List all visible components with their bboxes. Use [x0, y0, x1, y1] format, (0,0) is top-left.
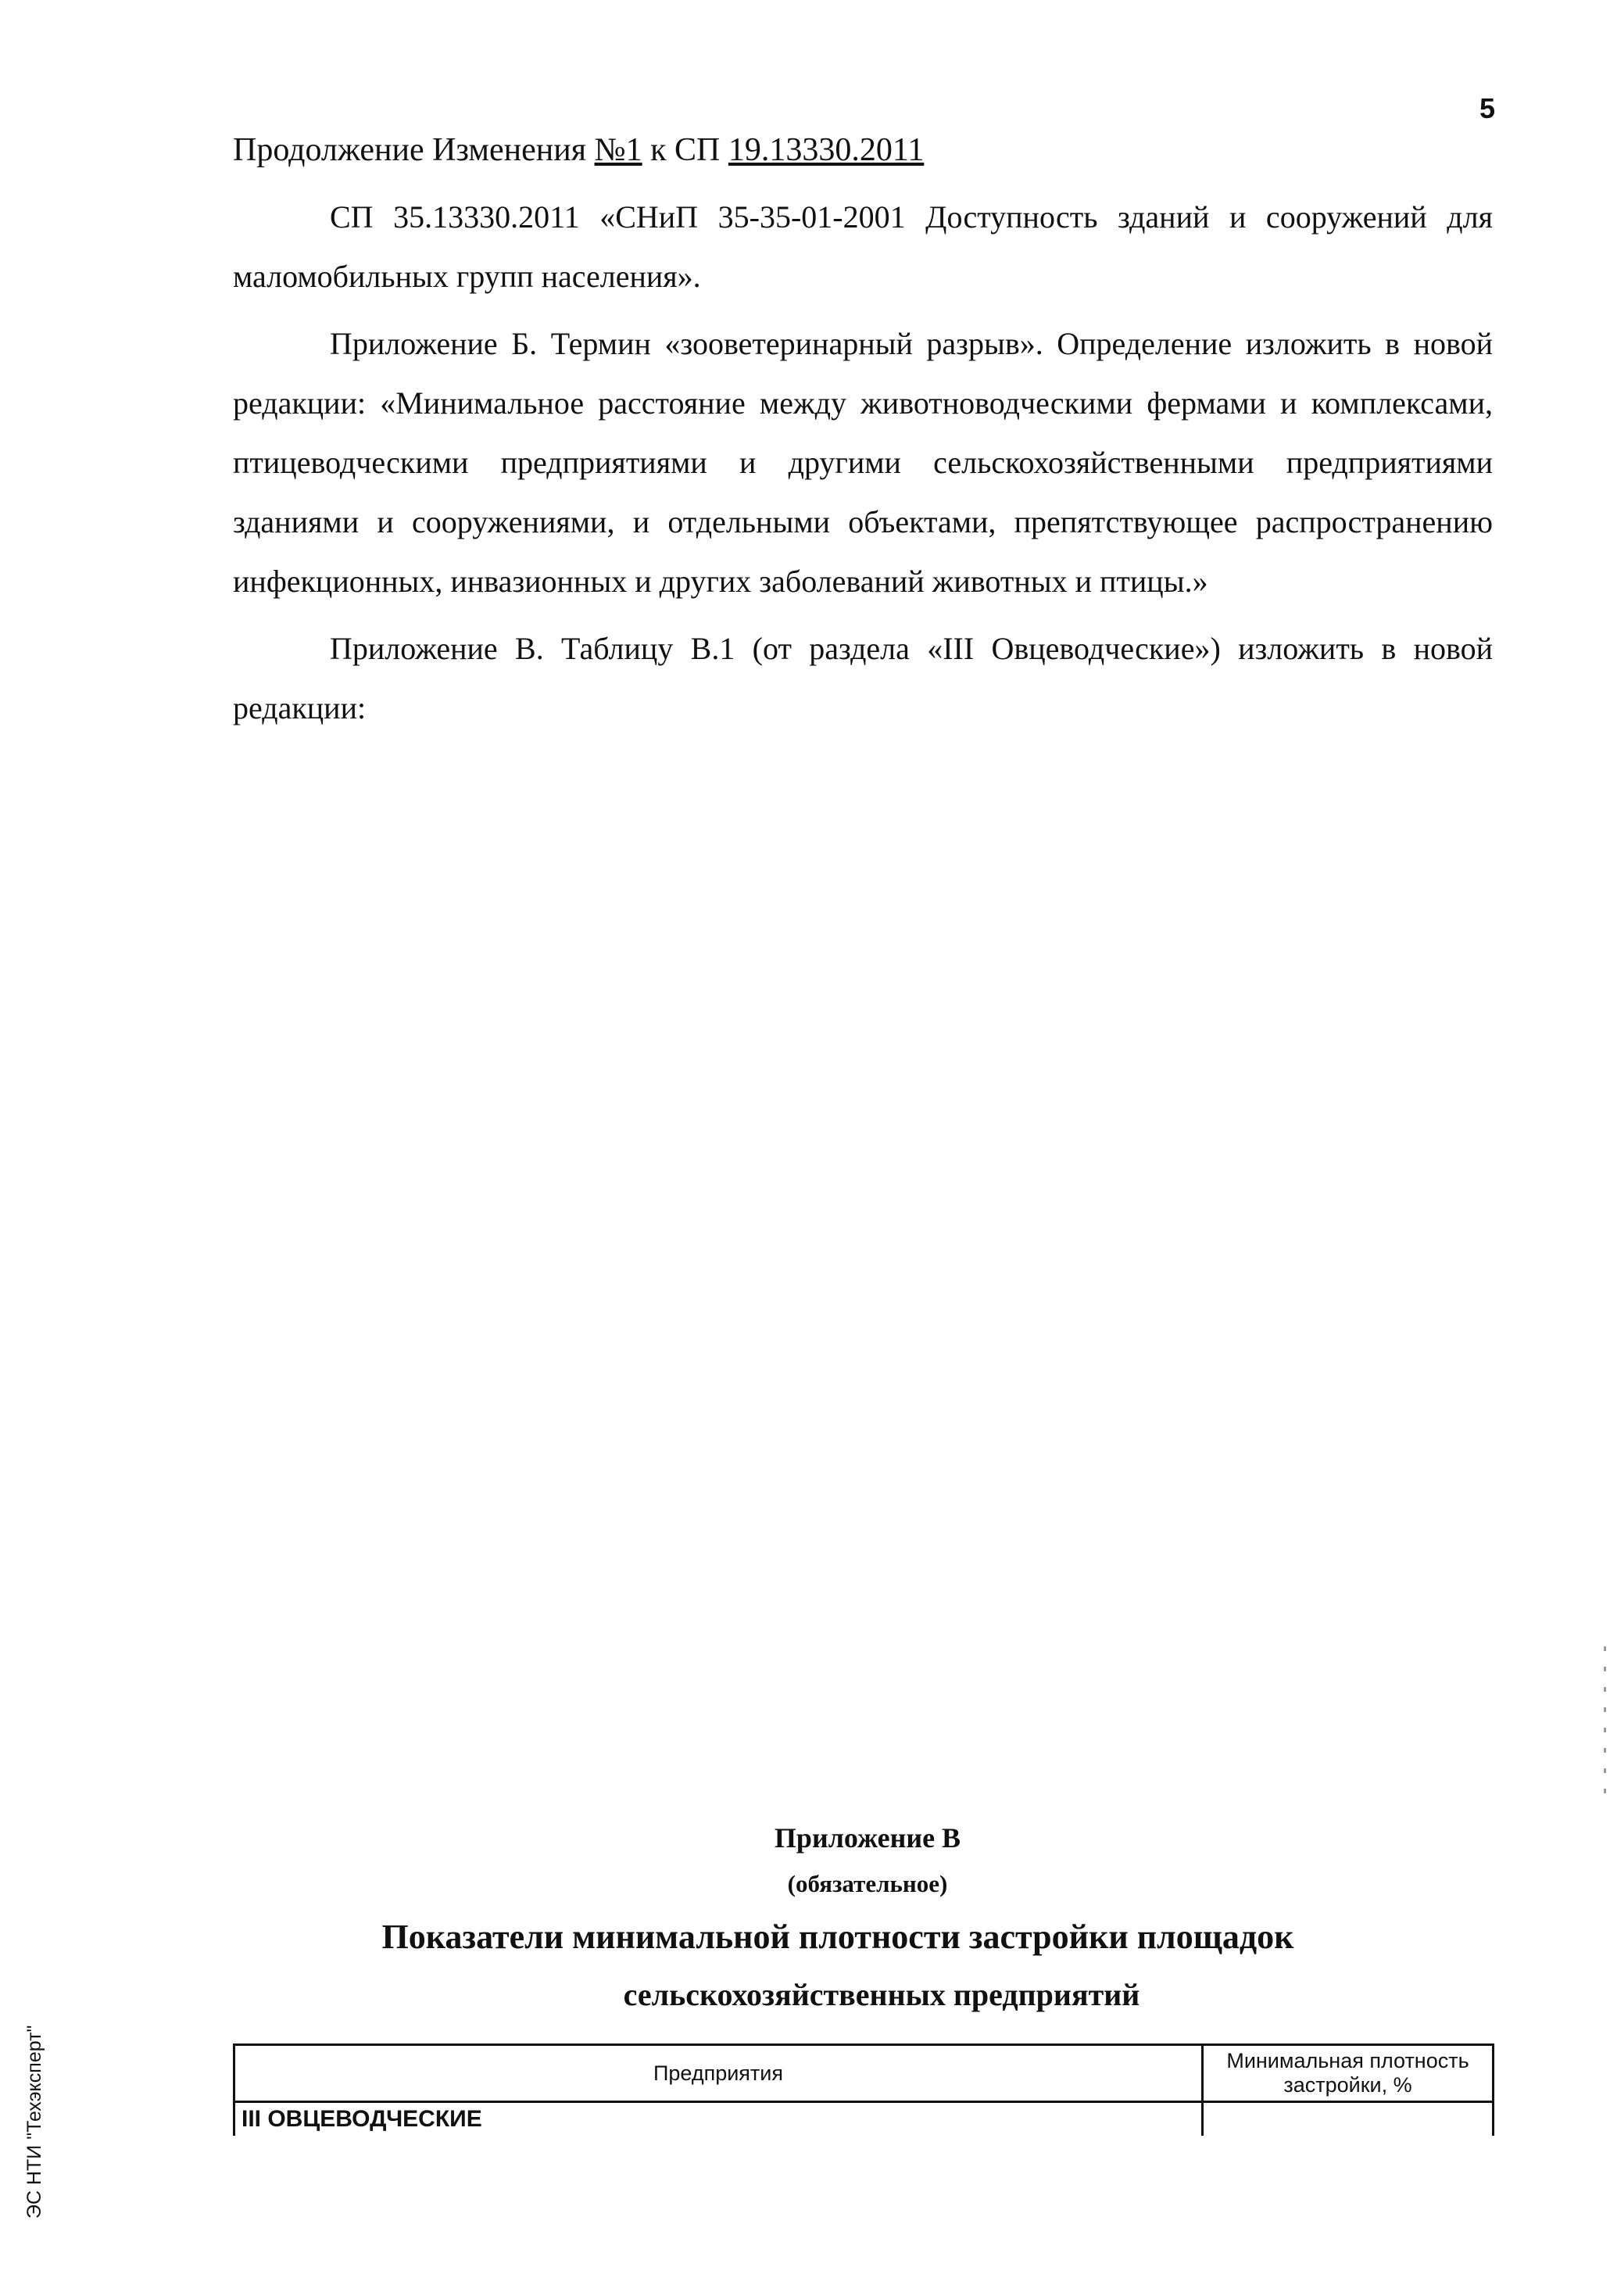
appendix-caption-line1: Показатели минимальной плотности застройки площадок: [381, 1918, 1294, 1956]
appendix-caption-line2: сельскохозяйственных предприятий: [623, 1977, 1140, 2012]
side-stamp: ЭС НТИ "Техэксперт": [23, 2025, 45, 2219]
table-row: [234, 2102, 1494, 2137]
page-number: 5: [1479, 92, 1496, 124]
paragraph-appendix-v: Приложение В. Таблицу В.1 (от раздела «III Овцеводческие») изложить в новой редакции:: [233, 631, 1493, 725]
paragraph-sp35: СП 35.13330.2011 «СНиП 35-35-01-2001 Доступность зданий и сооружений для маломобильных групп населения».: [233, 199, 1493, 294]
header-change-number: №1: [594, 132, 642, 168]
column-header-enterprise: Предприятия: [234, 2045, 1203, 2102]
table-header-row: [234, 2045, 1494, 2102]
document-body: [233, 188, 1493, 746]
density-table: [233, 2043, 1494, 2136]
column-header-density: Минимальная плотность застройки, %: [1203, 2045, 1494, 2102]
header-document-code: 19.13330.2011: [728, 132, 925, 168]
running-header: [233, 131, 924, 169]
header-middle: к СП: [642, 132, 728, 168]
cell-enterprise: III ОВЦЕВОДЧЕСКИЕ: [234, 2102, 1203, 2137]
paragraph-appendix-b: Приложение Б. Термин «зооветеринарный разрыв». Определение изложить в новой редакции: «Минимальное расстояние между животноводческими фермами и комплексами, птицеводческими предприятиями и другими сельскохозяйственными предприятиями зданиями и сооружениями, и отдельными объектами, препятствующее распространению инфекционных, инвазионных и других заболеваний животных и птицы.»: [233, 326, 1493, 599]
appendix-note: (обязательное): [787, 1870, 948, 1897]
cell-density: [1203, 2102, 1494, 2137]
scan-edge-marks: [1604, 1646, 1606, 1795]
appendix-heading: Приложение В: [774, 1822, 961, 1854]
header-prefix: Продолжение Изменения: [233, 132, 595, 168]
